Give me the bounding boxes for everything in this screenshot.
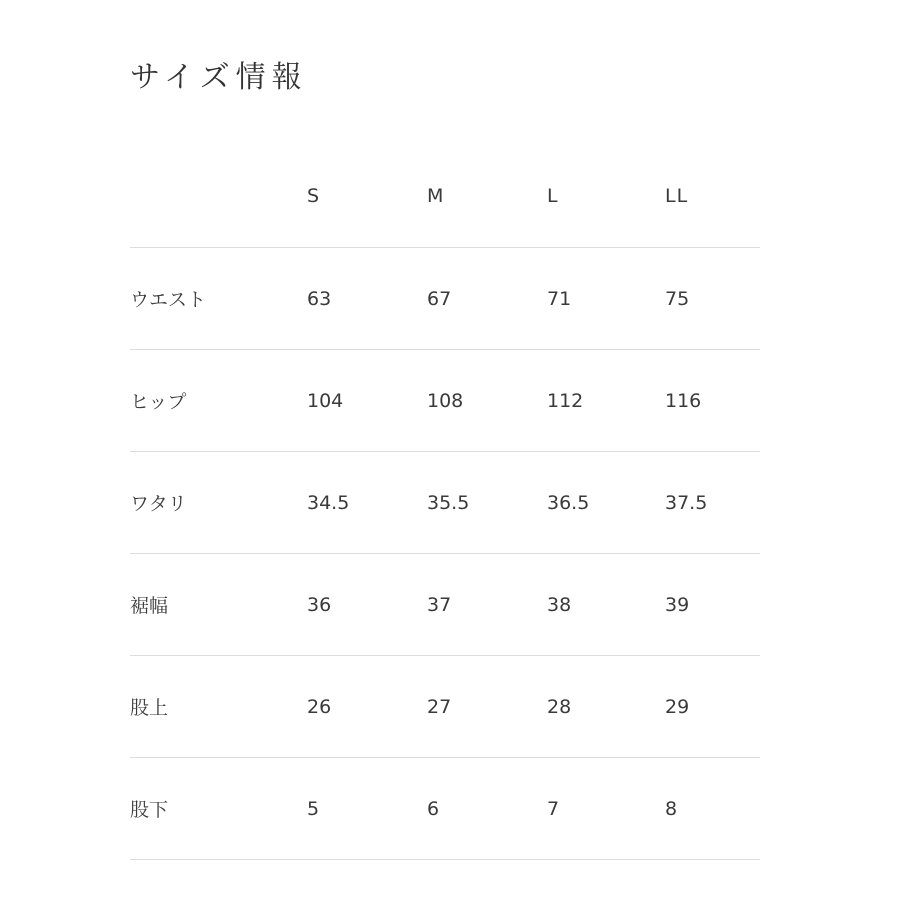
- table-cell: 7: [547, 758, 665, 860]
- row-label: 裾幅: [130, 554, 307, 656]
- table-cell: 28: [547, 656, 665, 758]
- table-cell: 29: [665, 656, 760, 758]
- table-cell: 112: [547, 350, 665, 452]
- size-table: [130, 145, 760, 860]
- table-cell: 37: [427, 554, 547, 656]
- table-cell: 104: [307, 350, 427, 452]
- header-cell-size-m: M: [427, 145, 547, 248]
- table-row: [130, 350, 760, 452]
- header-cell-size-l: L: [547, 145, 665, 248]
- table-row: [130, 656, 760, 758]
- table-cell: 67: [427, 248, 547, 350]
- row-label: ヒップ: [130, 350, 307, 452]
- table-row: [130, 758, 760, 860]
- table-cell: 36.5: [547, 452, 665, 554]
- size-table-header: [130, 145, 760, 248]
- table-cell: 6: [427, 758, 547, 860]
- size-table-body: [130, 248, 760, 860]
- header-row: [130, 145, 760, 248]
- table-cell: 27: [427, 656, 547, 758]
- row-label: ウエスト: [130, 248, 307, 350]
- table-row: [130, 248, 760, 350]
- row-label: 股上: [130, 656, 307, 758]
- table-cell: 63: [307, 248, 427, 350]
- table-cell: 108: [427, 350, 547, 452]
- table-row: [130, 452, 760, 554]
- table-cell: 35.5: [427, 452, 547, 554]
- table-cell: 116: [665, 350, 760, 452]
- table-cell: 36: [307, 554, 427, 656]
- table-cell: 37.5: [665, 452, 760, 554]
- table-cell: 38: [547, 554, 665, 656]
- table-row: [130, 554, 760, 656]
- row-label: 股下: [130, 758, 307, 860]
- page-title: サイズ情報: [130, 60, 308, 95]
- header-cell-size-ll: LL: [665, 145, 760, 248]
- table-cell: 5: [307, 758, 427, 860]
- table-cell: 8: [665, 758, 760, 860]
- table-cell: 39: [665, 554, 760, 656]
- row-label: ワタリ: [130, 452, 307, 554]
- header-cell-size-s: S: [307, 145, 427, 248]
- table-cell: 71: [547, 248, 665, 350]
- table-cell: 26: [307, 656, 427, 758]
- table-cell: 75: [665, 248, 760, 350]
- table-cell: 34.5: [307, 452, 427, 554]
- header-cell-empty: [130, 145, 307, 248]
